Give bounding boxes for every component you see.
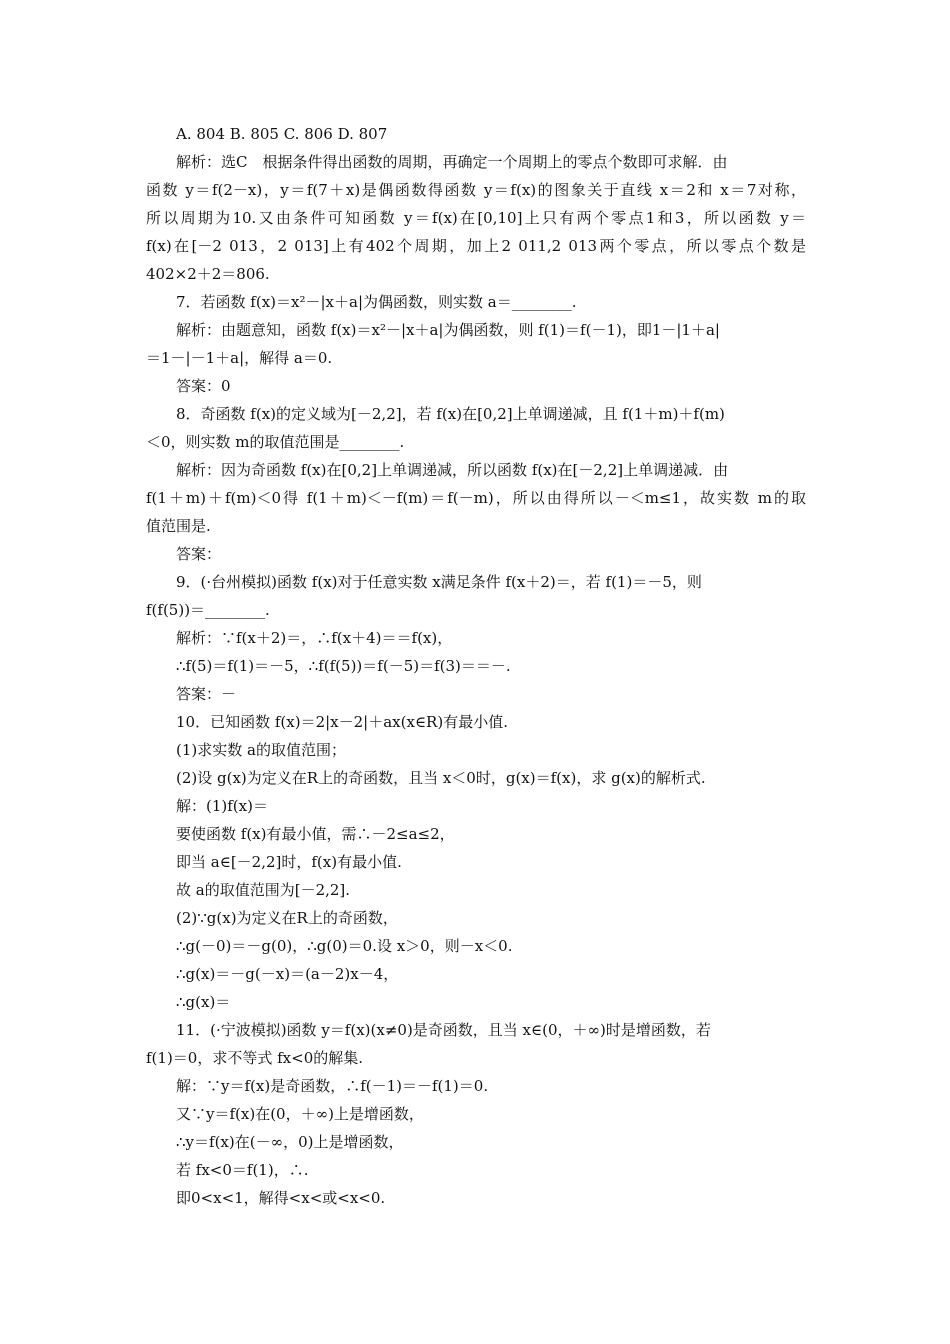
question-line: 7．若函数 f(x)＝x²－|x＋a|为偶函数，则实数 a＝________. bbox=[176, 293, 577, 311]
solution-line: (2)∵g(x)为定义在R上的奇函数， bbox=[176, 909, 398, 927]
solution-line: 值范围是. bbox=[146, 517, 211, 535]
question-line: (2)设 g(x)为定义在R上的奇函数，且当 x＜0时，g(x)＝f(x)，求 g(x)的解析式. bbox=[176, 769, 706, 787]
question-line: 11．(·宁波模拟)函数 y＝f(x)(x≠0)是奇函数，且当 x∈(0，＋∞)时是增函数，若 bbox=[176, 1021, 711, 1039]
solution-line: 若 fx<0＝f(1)，∴. bbox=[176, 1161, 309, 1179]
solution-line: 解析：因为奇函数 f(x)在[0,2]上单调递减，所以函数 f(x)在[－2,2]上单调递减．由 bbox=[176, 461, 729, 479]
solution-line: 所以周期为10.又由条件可知函数 y＝f(x)在[0,10]上只有两个零点1和3，所以函数 y＝ bbox=[146, 209, 806, 227]
question-line: (1)求实数 a的取值范围； bbox=[176, 741, 346, 759]
solution-line: ∴y＝f(x)在(－∞，0)上是增函数， bbox=[176, 1133, 404, 1151]
solution-line: ∴f(5)＝f(1)＝－5，∴f(f(5))＝f(－5)＝f(3)＝＝－. bbox=[176, 657, 511, 675]
question-line: 8．奇函数 f(x)的定义域为[－2,2]，若 f(x)在[0,2]上单调递减，且 f(1＋m)＋f(m) bbox=[176, 405, 725, 423]
solution-line: 又∵y＝f(x)在(0，＋∞)上是增函数， bbox=[176, 1105, 424, 1123]
solution-line: 解析：选C 根据条件得出函数的周期，再确定一个周期上的零点个数即可求解．由 bbox=[176, 153, 728, 171]
answer-line: 答案： bbox=[176, 545, 222, 563]
solution-line: ＝1－|－1＋a|，解得 a＝0. bbox=[146, 349, 333, 367]
question-line: f(1)＝0，求不等式 fx<0的解集. bbox=[146, 1049, 364, 1067]
solution-line: 要使函数 f(x)有最小值，需∴－2≤a≤2， bbox=[176, 825, 455, 843]
question-line: 9．(·台州模拟)函数 f(x)对于任意实数 x满足条件 f(x＋2)＝，若 f(1)＝－5，则 bbox=[176, 573, 702, 591]
solution-line: 故 a的取值范围为[－2,2]. bbox=[176, 881, 351, 899]
solution-line: 即0<x<1，解得<x<或<x<0. bbox=[176, 1189, 386, 1207]
solution-line: 函数 y＝f(2－x)，y＝f(7＋x)是偶函数得函数 y＝f(x)的图象关于直线 x＝2和 x＝7对称， bbox=[146, 181, 806, 199]
solution-line: ∴g(－0)＝－g(0)，∴g(0)＝0.设 x＞0，则－x＜0. bbox=[176, 937, 513, 955]
solution-line: 解析：由题意知，函数 f(x)＝x²－|x＋a|为偶函数，则 f(1)＝f(－1)，即1－|1＋a| bbox=[176, 321, 720, 339]
question-line: 10．已知函数 f(x)＝2|x－2|＋ax(x∈R)有最小值. bbox=[176, 713, 508, 731]
solution-line: 解析：∵f(x＋2)＝，∴f(x＋4)＝＝f(x)， bbox=[176, 629, 453, 647]
solution-line: ∴g(x)＝ bbox=[176, 993, 231, 1011]
solution-line: 402×2＋2＝806. bbox=[146, 265, 270, 283]
options-line: A. 804 B. 805 C. 806 D. 807 bbox=[176, 125, 388, 143]
solution-line: 解：∵y＝f(x)是奇函数，∴f(－1)＝－f(1)＝0. bbox=[176, 1077, 489, 1095]
answer-line: 答案：－ bbox=[176, 685, 237, 703]
question-line: ＜0，则实数 m的取值范围是________. bbox=[146, 433, 405, 451]
solution-line: f(1＋m)＋f(m)＜0得 f(1＋m)＜－f(m)＝f(－m)，所以由得所以－＜m≤1，故实数 m的取 bbox=[146, 489, 806, 507]
solution-line: ∴g(x)＝－g(－x)＝(a－2)x－4， bbox=[176, 965, 399, 983]
solution-line: f(x)在[－2 013，2 013]上有402个周期，加上2 011,2 013两个零点，所以零点个数是 bbox=[146, 237, 806, 255]
solution-line: 即当 a∈[－2,2]时，f(x)有最小值. bbox=[176, 853, 402, 871]
answer-line: 答案：0 bbox=[176, 377, 231, 395]
question-line: f(f(5))＝________. bbox=[146, 601, 270, 619]
solution-line: 解：(1)f(x)＝ bbox=[176, 797, 268, 815]
